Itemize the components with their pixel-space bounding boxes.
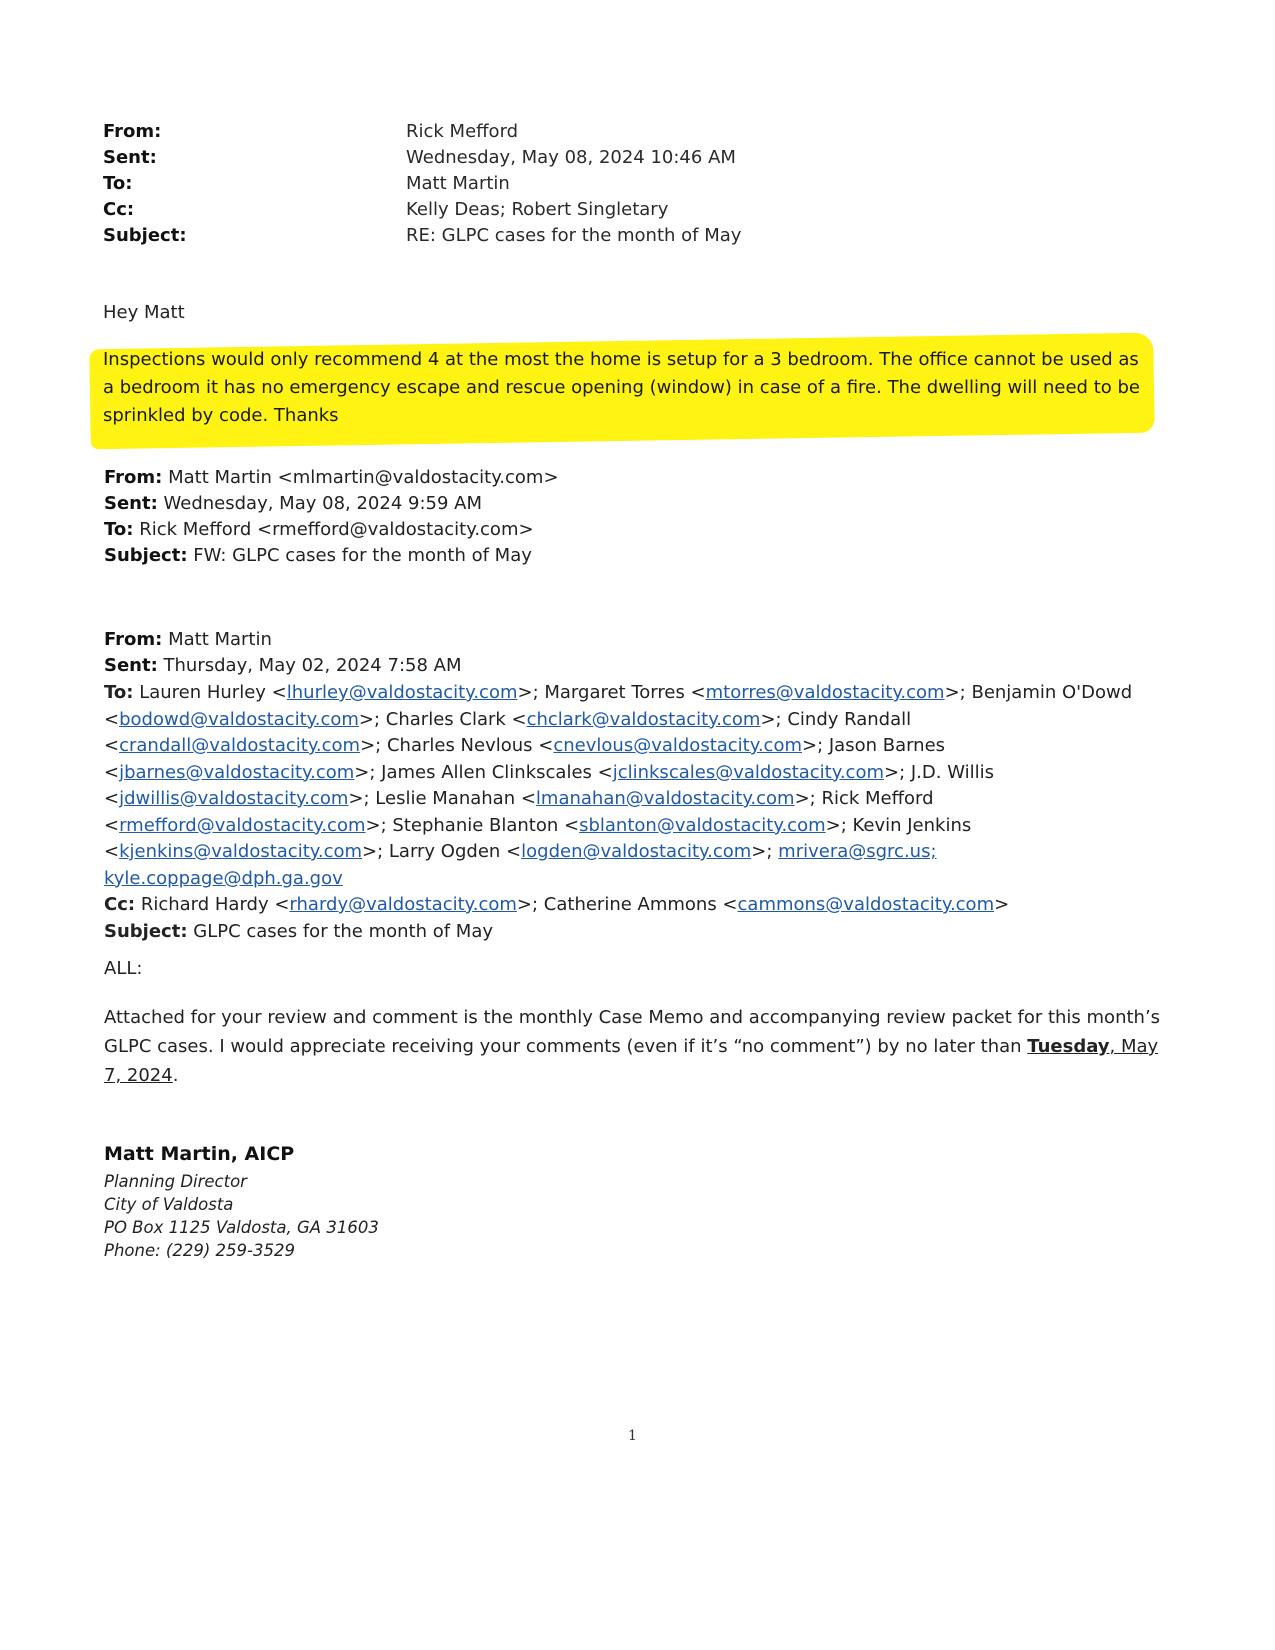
to-recipient-name: Stephanie Blanton < [392,814,580,836]
to-recipient-separator: >; [751,841,779,862]
to-recipient-email-link[interactable]: bodowd@valdostacity.com [119,708,359,730]
to-recipient-email-link[interactable]: lhurley@valdostacity.com [286,682,518,703]
to-recipient-email-link[interactable]: lmanahan@valdostacity.com [535,788,795,809]
to-recipient-separator: >; [794,788,822,809]
to-extra-email-link[interactable]: mrivera@sgrc.us; [778,841,937,862]
to-recipient-separator: >; [801,735,829,756]
to-value: Matt Martin [406,172,510,194]
memo-body-text: Attached for your review and comment is the monthly Case Memo and accompanying review packet for this month’s GLPC cases. I would appreciate receiving your comments (even if it’s “no comment”) by no later than [104,1007,1161,1057]
fw-from-label: From: [104,467,163,488]
to-recipient-name: Charles Clark < [385,708,527,730]
cc-recipient-name: Richard Hardy < [140,894,290,915]
cc-recipient-separator: > [994,894,1010,915]
to-recipient-name: Benjamin O'Dowd < [104,682,1133,730]
cc-recipient-email-link[interactable]: rhardy@valdostacity.com [289,894,517,915]
signature-org: City of Valdosta [104,1195,234,1214]
signature-block [104,1170,379,1262]
to-recipient-separator: >; [348,788,376,809]
memo-body-end: . [172,1065,179,1086]
salutation: ALL: [104,958,143,979]
to-recipient-name: J.D. Willis < [104,761,994,809]
signature-phone: Phone: (229) 259-3529 [104,1241,295,1260]
to-recipient-email-link[interactable]: crandall@valdostacity.com [119,735,361,756]
to-recipient-name: Kevin Jenkins < [104,814,972,862]
to-recipient-separator: >; [354,761,382,783]
to-recipient-separator: >; [884,761,911,783]
recipients-block [104,680,1164,945]
original-header [104,627,461,679]
to-extra-email-link[interactable]: kyle.coppage@dph.ga.gov [104,867,343,889]
reply-body: Inspections would only recommend 4 at the most the home is setup for a 3 bedroom. The office cannot be used as a bedroom it has no emergency escape and rescue opening (window) in case of a fire. The dwelling will need to be sprinkled by code. Thanks [103,349,1140,426]
subject-value: RE: GLPC cases for the month of May [406,224,742,246]
to-recipient-name: Cindy Randall < [104,708,912,756]
to-recipient-name: Jason Barnes < [104,735,946,783]
to-recipient-separator: >; [365,814,393,836]
to-recipient-email-link[interactable]: jdwillis@valdostacity.com [119,788,349,809]
orig-from-value: Matt Martin [168,629,272,650]
to-label: To: [103,172,133,194]
deadline-day: Tuesday [1027,1036,1110,1057]
fw-subject-label: Subject: [104,545,188,566]
to-recipients [104,680,1164,892]
deadline-date: , May 7, 2024 [104,1036,1159,1086]
signature-address: PO Box 1125 Valdosta, GA 31603 [104,1218,379,1237]
orig-from-label: From: [104,629,163,650]
orig-cc-label: Cc: [104,894,136,915]
subject-label: Subject: [103,224,187,246]
to-recipient-separator: >; [362,841,389,862]
to-recipient-email-link[interactable]: sblanton@valdostacity.com [579,814,826,836]
to-recipient-email-link[interactable]: kjenkins@valdostacity.com [119,841,363,862]
from-label: From: [103,120,162,142]
to-recipient-email-link[interactable]: rmefford@valdostacity.com [119,814,366,836]
fw-sent-value: Wednesday, May 08, 2024 9:59 AM [163,493,482,514]
cc-value: Kelly Deas; Robert Singletary [406,198,669,220]
to-recipient-name: Leslie Manahan < [375,788,536,809]
from-value: Rick Mefford [406,120,519,142]
fw-from-value: Matt Martin <mlmartin@valdostacity.com> [168,467,559,488]
memo-body [104,1003,1164,1090]
forward-header [104,465,559,569]
cc-recipients [104,892,1164,919]
to-recipient-name: James Allen Clinkscales < [381,761,613,783]
fw-to-label: To: [104,519,134,540]
to-recipient-email-link[interactable]: cnevlous@valdostacity.com [553,735,802,756]
to-recipient-separator: >; [760,708,788,730]
orig-sent-value: Thursday, May 02, 2024 7:58 AM [163,655,462,676]
to-recipient-separator: >; [517,682,545,703]
to-recipient-separator: >; [825,814,853,836]
cc-recipient-email-link[interactable]: cammons@valdostacity.com [737,894,995,915]
to-recipient-email-link[interactable]: mtorres@valdostacity.com [705,682,945,703]
to-recipient-email-link[interactable]: chclark@valdostacity.com [526,708,761,730]
fw-sent-label: Sent: [104,493,158,514]
to-recipient-name: Margaret Torres < [544,682,706,703]
to-recipient-email-link[interactable]: logden@valdostacity.com [521,841,752,862]
sent-label: Sent: [103,146,157,168]
sent-value: Wednesday, May 08, 2024 10:46 AM [406,146,736,168]
orig-subject-value: GLPC cases for the month of May [193,920,494,942]
fw-subject-value: FW: GLPC cases for the month of May [193,545,532,566]
orig-to-label: To: [104,682,134,703]
to-recipient-name: Larry Ogden < [388,841,522,862]
signature-title: Planning Director [104,1172,247,1191]
cc-recipient-separator: >; [516,894,544,915]
highlighted-reply [96,346,1148,430]
to-recipient-email-link[interactable]: jbarnes@valdostacity.com [119,761,355,783]
to-recipient-email-link[interactable]: jclinkscales@valdostacity.com [612,761,884,783]
to-recipient-separator: >; [944,682,972,703]
to-recipient-name: Charles Nevlous < [386,735,554,756]
to-recipient-separator: >; [360,735,387,756]
cc-recipient-name: Catherine Ammons < [543,894,738,915]
orig-subject-label: Subject: [104,920,188,942]
to-recipient-separator: >; [358,708,386,730]
page-number: 1 [628,1428,637,1444]
reply-header [103,118,741,248]
cc-label: Cc: [103,198,135,220]
to-recipient-name: Rick Mefford < [104,788,934,836]
greeting: Hey Matt [103,302,185,323]
fw-to-value: Rick Mefford <rmefford@valdostacity.com> [139,519,534,540]
to-recipient-name: Lauren Hurley < [139,682,287,703]
signature-name: Matt Martin, AICP [104,1143,295,1165]
orig-sent-label: Sent: [104,655,158,676]
